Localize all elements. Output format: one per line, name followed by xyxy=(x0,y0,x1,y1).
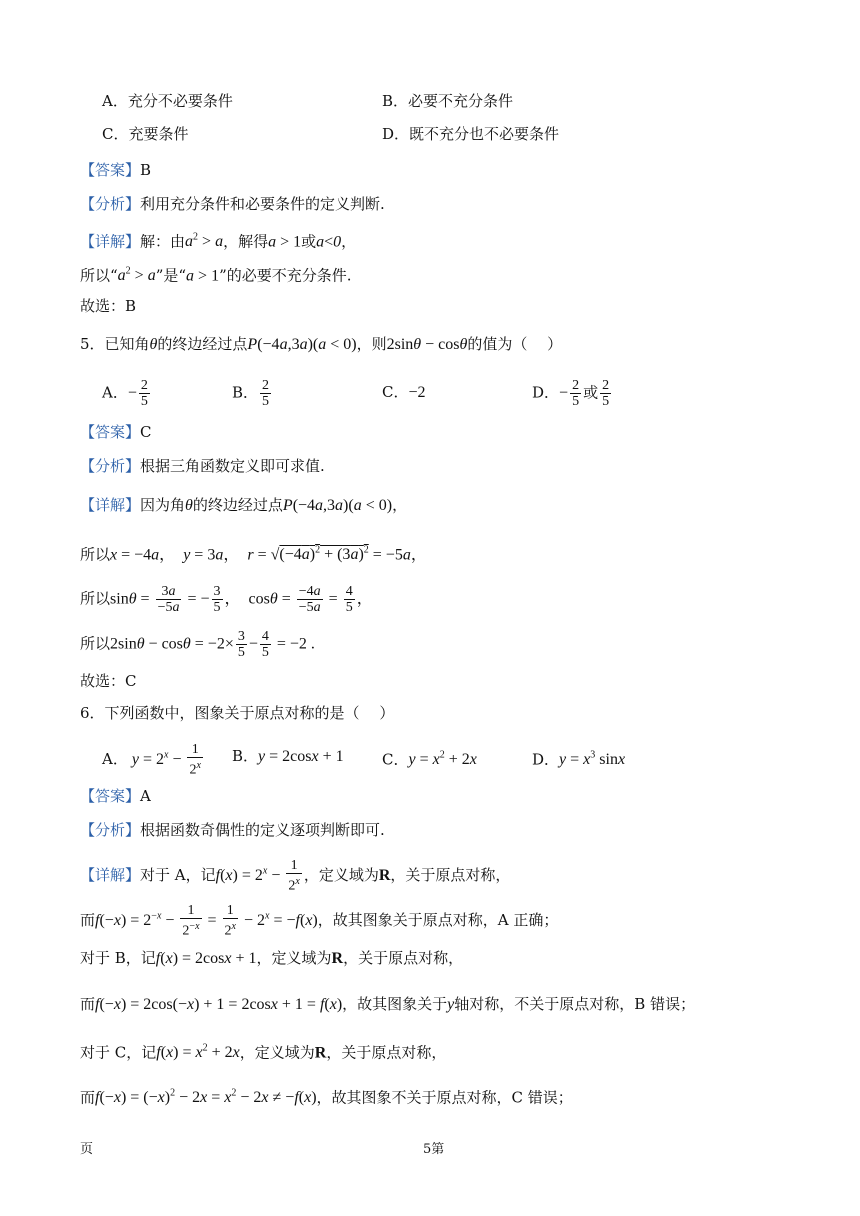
math-expr: a > 1 xyxy=(186,267,220,285)
analysis-tag: 【分析】 xyxy=(80,195,141,213)
detail-text: ，故其图象不关于原点对称，C 错误； xyxy=(316,1088,573,1107)
math-expr: a > 1 xyxy=(268,233,302,251)
answer-value: B xyxy=(140,161,152,179)
detail-line xyxy=(80,227,356,253)
analysis-tag: 【分析】 xyxy=(80,821,141,839)
option-a xyxy=(102,742,205,778)
detail-text: 的终边经过点 xyxy=(192,496,283,514)
option-b xyxy=(232,378,273,409)
math-expr: sinθ = xyxy=(110,590,154,608)
detail-line xyxy=(80,1083,573,1109)
fraction: $\frac{2}{5}$ xyxy=(602,378,610,409)
choose-line: 故选：C xyxy=(80,672,137,690)
detail-line xyxy=(80,947,463,970)
detail-text: 对于 A，记 xyxy=(140,865,216,884)
math-expr: P(−4a,3a)(a < 0) xyxy=(282,497,393,514)
math-expr: f(x) = 2cosx + 1 xyxy=(155,950,257,967)
option-label: A． xyxy=(102,749,128,768)
option-text: 或 xyxy=(583,383,599,402)
option-d xyxy=(532,745,625,771)
math-expr: $f(-x) = (-x)^2 - 2x = x^2 - 2x \ne -f(x)$ xyxy=(95,1088,317,1107)
answer-line xyxy=(80,421,152,443)
detail-text: ，故其图象关于 xyxy=(342,995,448,1013)
analysis-line xyxy=(80,819,385,841)
option-c: C．充要条件 xyxy=(102,125,189,143)
fraction: $\frac{2}{5}$ xyxy=(572,378,580,409)
fraction: $\frac{3}{5}$ xyxy=(237,629,245,660)
fraction: $\frac{1}{2^x}$ xyxy=(224,903,236,939)
answer-value: C xyxy=(140,423,152,441)
math-expr: 2sinθ − cosθ = −2× xyxy=(110,635,234,653)
fraction: $\frac{4}{5}$ xyxy=(345,584,353,615)
math-expr: f(−x) = 2cos(−x) + 1 = 2cosx + 1 = f(x) xyxy=(95,996,343,1013)
answer-tag: 【答案】 xyxy=(80,787,141,805)
math-expr: P(−4a,3a)(a < 0) xyxy=(247,336,357,353)
option-value: −2 xyxy=(408,384,426,401)
analysis-text: 利用充分条件和必要条件的定义判断. xyxy=(140,195,385,213)
detail-text: 而 xyxy=(80,1088,96,1107)
question-5-stem xyxy=(80,333,562,356)
detail-text: 所以 xyxy=(80,545,111,564)
fraction: $\frac{1}{2^{-x}}$ xyxy=(182,903,200,939)
detail-line xyxy=(80,1038,446,1064)
detail-text: 或 xyxy=(301,232,317,251)
set-r: R xyxy=(331,950,344,967)
answer-tag: 【答案】 xyxy=(80,161,141,179)
answer-line xyxy=(80,785,151,807)
detail-line: 所以2sinθ − cosθ = −2× $\frac{3}{5}$ − $\frac{4}{5}$ = −2 . xyxy=(80,629,315,660)
question-6-stem: 6．下列函数中，图象关于原点对称的是（ ） xyxy=(80,704,395,722)
detail-line xyxy=(80,540,427,566)
stem-text: 的值为（ ） xyxy=(467,335,563,353)
math-expr: $a^2 > a$ xyxy=(185,232,224,251)
stem-text: 5．已知角 xyxy=(80,335,150,353)
analysis-tag: 【分析】 xyxy=(80,457,141,475)
analysis-line xyxy=(80,455,325,477)
detail-text: 因为角 xyxy=(140,496,186,514)
detail-text: 轴对称，不关于原点对称，B 错误； xyxy=(454,995,696,1013)
set-r: R xyxy=(378,866,391,884)
detail-text: ， xyxy=(341,232,357,251)
option-d: D．− $\frac{2}{5}$ 或 $\frac{2}{5}$ xyxy=(532,378,610,409)
choose-line: 故选：B xyxy=(80,297,137,315)
option-label: C． xyxy=(382,383,409,401)
option-label: D． xyxy=(532,750,560,769)
fraction: $\frac{-4a}{-5a}$ xyxy=(298,584,321,615)
detail-text: ，关于原点对称， xyxy=(390,865,511,884)
detail-text: 对于 B，记 xyxy=(80,949,156,967)
fraction: $\frac{2}{5}$ xyxy=(140,378,148,409)
answer-value: A xyxy=(140,787,151,805)
detail-text: ”的必要不充分条件. xyxy=(219,266,352,285)
option-a xyxy=(102,378,152,409)
detail-text: ”是“ xyxy=(155,266,187,285)
fraction: $\frac{3a}{-5a}$ xyxy=(157,584,180,615)
fraction: $\frac{1}{2^x}$ xyxy=(189,742,201,778)
math-expr: $y = 2^x$ − xyxy=(131,749,186,768)
detail-text: 对于 C，记 xyxy=(80,1043,157,1062)
option-c xyxy=(382,381,426,404)
option-label: B． xyxy=(232,383,259,402)
analysis-text: 根据函数奇偶性的定义逐项判断即可. xyxy=(140,821,385,839)
stem-text: 的终边经过点 xyxy=(157,335,248,353)
detail-text: 而 xyxy=(80,995,96,1013)
answer-tag: 【答案】 xyxy=(80,423,141,441)
detail-line: 而$f(-x) = 2^{-x}$ − $\frac{1}{2^{-x}}$ = $\frac{1}{2^x}$ − $2^x = -f(x)$，故其图象关于原点对称，A 正确； xyxy=(80,903,559,939)
detail-text: 所以 xyxy=(80,634,111,653)
detail-line: 【详解】因为角θ的终边经过点P(−4a,3a)(a < 0)， xyxy=(80,496,408,514)
detail-line: 所以sinθ = $\frac{3a}{-5a}$ = − $\frac{3}{5}$ ， cosθ = $\frac{-4a}{-5a}$ = $\frac{4}{5}$ ， xyxy=(80,584,373,615)
set-r: R xyxy=(314,1044,327,1062)
math-expr: 2sinθ − cosθ xyxy=(386,336,468,353)
option-b xyxy=(232,745,344,768)
detail-line xyxy=(80,858,510,894)
option-b: B．必要不充分条件 xyxy=(382,92,514,110)
detail-text: 所以“ xyxy=(80,266,118,285)
math-expr: $f(x) = x^2 + 2x$ xyxy=(156,1043,240,1062)
detail-line xyxy=(80,261,352,287)
detail-text: ，定义域为 xyxy=(303,865,379,884)
detail-text: ，关于原点对称， xyxy=(326,1043,447,1062)
math-expr: a<0 xyxy=(316,233,342,251)
math-expr: $f(x) = 2^x$ − xyxy=(215,865,285,884)
detail-text: 而 xyxy=(80,910,96,929)
math-expr: y = 2cosx + 1 xyxy=(258,748,344,765)
detail-text: ，关于原点对称， xyxy=(343,949,464,967)
detail-tag: 【详解】 xyxy=(80,496,141,514)
math-expr: $f(-x) = 2^{-x}$ − xyxy=(95,910,179,929)
math-expr: $y = x^2 + 2x$ xyxy=(408,750,477,769)
math-expr: x = −4a， y = 3a， $r = √(-4a)^2 + (3a)^2 = -5a$， xyxy=(110,545,427,564)
detail-text: ， xyxy=(392,496,408,514)
detail-text: ，定义域为 xyxy=(256,949,332,967)
detail-line: 而f(−x) = 2cos(−x) + 1 = 2cosx + 1 = f(x)，故其图象关于y轴对称，不关于原点对称，B 错误； xyxy=(80,995,696,1013)
option-label: C． xyxy=(382,750,409,769)
option-a: A．充分不必要条件 xyxy=(102,92,233,110)
fraction: $\frac{3}{5}$ xyxy=(213,584,221,615)
math-expr: − xyxy=(127,384,137,402)
analysis-text: 根据三角函数定义即可求值. xyxy=(140,457,325,475)
detail-text: ，故其图象关于原点对称，A 正确； xyxy=(317,910,559,929)
math-expr: θ xyxy=(149,336,158,353)
option-label: B． xyxy=(232,747,259,765)
footer-left: 页 xyxy=(80,1142,94,1157)
answer-line xyxy=(80,159,151,181)
option-label: A． xyxy=(102,383,128,402)
option-c xyxy=(382,745,477,771)
fraction: $\frac{4}{5}$ xyxy=(261,629,269,660)
math-expr: $y = x^3$ sinx xyxy=(559,750,626,769)
detail-text: ，解得 xyxy=(223,232,269,251)
option-d: D．既不充分也不必要条件 xyxy=(382,125,560,143)
detail-text: 解：由 xyxy=(140,232,186,251)
fraction: $\frac{2}{5}$ xyxy=(262,378,270,409)
detail-tag: 【详解】 xyxy=(80,232,141,251)
detail-tag: 【详解】 xyxy=(80,865,141,884)
math-expr: $a^2 > a$ xyxy=(117,266,156,285)
option-label: D． xyxy=(532,383,560,402)
analysis-line xyxy=(80,193,385,215)
detail-text: 所以 xyxy=(80,589,111,608)
stem-text: ，则 xyxy=(356,335,387,353)
detail-text: ，定义域为 xyxy=(239,1043,315,1062)
fraction: $\frac{1}{2^x}$ xyxy=(288,858,300,894)
page-number: 5第 xyxy=(423,1142,445,1157)
